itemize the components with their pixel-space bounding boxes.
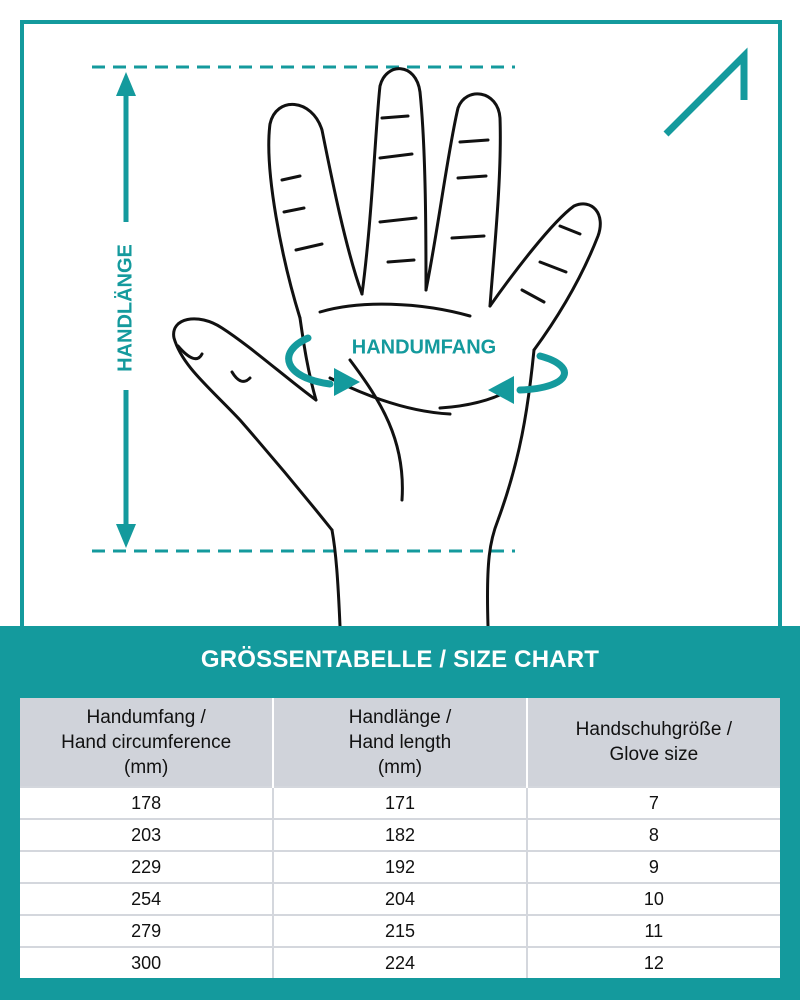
circumference-arrowhead-left bbox=[334, 368, 360, 396]
length-label: HANDLÄNGE bbox=[114, 244, 137, 372]
table-row bbox=[20, 787, 780, 819]
header-glove-size bbox=[527, 698, 780, 787]
table-row bbox=[20, 851, 780, 883]
header-line: Glove size bbox=[609, 744, 699, 765]
header-hand-circumference bbox=[20, 698, 273, 787]
size-chart-title: GRÖSSENTABELLE / SIZE CHART bbox=[200, 646, 600, 673]
table-row bbox=[20, 915, 780, 947]
header-line: Hand circumference bbox=[61, 731, 232, 753]
corner-arrow-logo-icon bbox=[666, 56, 744, 134]
cell-glove-size: 12 bbox=[527, 947, 780, 978]
table-row bbox=[20, 947, 780, 978]
table-row bbox=[20, 819, 780, 851]
cell-hand-length: 224 bbox=[273, 947, 526, 978]
cell-hand-length: 192 bbox=[273, 851, 526, 883]
cell-hand-circumference: 300 bbox=[20, 947, 273, 978]
cell-hand-length: 182 bbox=[273, 819, 526, 851]
cell-hand-length: 204 bbox=[273, 883, 526, 915]
header-line: Hand length bbox=[348, 731, 452, 753]
header-line: Handschuhgröße / bbox=[575, 719, 732, 740]
circumference-arrowhead-right bbox=[488, 376, 514, 404]
cell-hand-circumference: 254 bbox=[20, 883, 273, 915]
header-line: (mm) bbox=[377, 756, 423, 778]
cell-hand-circumference: 229 bbox=[20, 851, 273, 883]
header-line: Handlänge / bbox=[348, 706, 452, 728]
cell-hand-length: 215 bbox=[273, 915, 526, 947]
cell-glove-size: 8 bbox=[527, 819, 780, 851]
size-chart-table bbox=[20, 698, 780, 978]
cell-glove-size: 10 bbox=[527, 883, 780, 915]
table-row bbox=[20, 883, 780, 915]
header-hand-length bbox=[273, 698, 526, 787]
header-line: Handumfang / bbox=[86, 706, 206, 728]
header-line: (mm) bbox=[124, 756, 169, 778]
circumference-label: HANDUMFANG bbox=[351, 336, 497, 359]
cell-glove-size: 11 bbox=[527, 915, 780, 947]
cell-hand-circumference: 203 bbox=[20, 819, 273, 851]
cell-hand-circumference: 279 bbox=[20, 915, 273, 947]
size-chart-header-row bbox=[20, 698, 780, 787]
cell-glove-size: 9 bbox=[527, 851, 780, 883]
cell-glove-size: 7 bbox=[527, 787, 780, 819]
cell-hand-length: 171 bbox=[273, 787, 526, 819]
cell-hand-circumference: 178 bbox=[20, 787, 273, 819]
size-chart-section bbox=[0, 626, 800, 1000]
